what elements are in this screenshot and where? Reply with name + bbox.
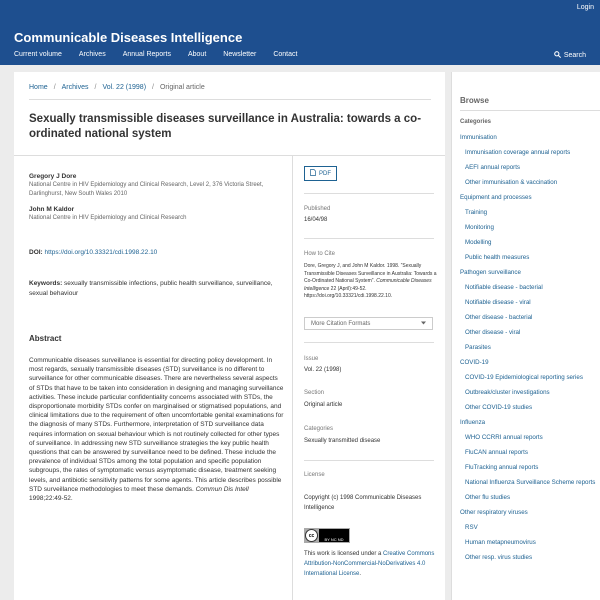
search-label: Search [563, 52, 586, 59]
nav-current-volume[interactable]: Current volume [14, 51, 62, 58]
search-link[interactable] [554, 51, 586, 60]
keywords [29, 279, 284, 299]
license-text [304, 549, 439, 579]
sidebar-subcategory-link[interactable]: Modelling [465, 239, 492, 246]
citation-part: 22 (April):49-52. https://doi.org/10.33321/cdi.1998.22.10. [304, 285, 393, 299]
sidebar-subcategory-link[interactable]: Public health measures [465, 254, 530, 261]
author-name: John M Kaldor [29, 206, 75, 213]
sidebar-subcategory-link[interactable]: Other immunisation & vaccination [465, 179, 558, 186]
sidebar [451, 72, 600, 600]
nav-contact[interactable]: Contact [273, 51, 298, 58]
author-name: Gregory J Dore [29, 173, 77, 180]
how-to-cite-label: How to Cite [304, 251, 336, 257]
sidebar-subcategory-link[interactable]: Training [465, 209, 488, 216]
article-main [14, 72, 445, 600]
abstract-body: Communicable diseases surveillance is essential for directing policy development. In most regards, sexually transmissible diseases (STD) surveillance is no different to surveillance for other communicable diseases. There are nevertheless several aspects of STDs that have to be taken into consideration in designing and managing surveillance activities. These include particular confidentiality concerns associated with STDs, the disproportionate morbidity STDs confer on marginalised or stigmatised populations, and clinical limitations due to the requirement of often uncomfortable genital examinations for the diagnosis of many STDs. Furthermore, interpretation of STD surveillance data requires information on sexual behaviour which is not routinely collected for other types of surveillance. In addressing new STD surveillance strategies the key public health questions that can be answered by surveillance need to be defined. These include the prevalence of individual STDs among the total population and specific population subgroups, the rates of symptomatic versus asymptomatic disease, treatment seeking levels, and antibiotic sensitivity patterns for some agents. This article describes possible STD surveillance methodologies to meet these demands. [29, 357, 284, 493]
issue-link[interactable]: Vol. 22 (1998) [304, 367, 342, 373]
citation-part: Dore, Gregory J, and John M Kaldor. 1998. “Sexually Transmissible Diseases Surveillance in Australia: Towards a Co-Ordinated National System”. [304, 263, 437, 284]
divider [14, 155, 445, 156]
sidebar-category-link[interactable]: Equipment and processes [460, 194, 532, 201]
keywords-value: sexually transmissible infections, public health surveillance, surveillance, sexual behaviour [29, 280, 273, 297]
citation-formats-dropdown[interactable] [304, 317, 433, 330]
category-list [460, 134, 598, 569]
license-link[interactable]: Creative Commons Attribution-NonCommercial-NoDerivatives 4.0 International License [304, 551, 435, 577]
published-label: Published [304, 206, 331, 212]
sidebar-subcategory-link[interactable]: Notifiable disease - bacterial [465, 284, 543, 291]
published-date: 16/04/98 [304, 217, 328, 223]
search-icon [554, 51, 561, 60]
abstract-text [29, 356, 284, 503]
login-link[interactable]: Login [576, 4, 594, 11]
sidebar-subcategory-link[interactable]: Other resp. virus studies [465, 554, 533, 561]
divider [304, 193, 434, 194]
doi-link[interactable]: https://doi.org/10.33321/cdi.1998.22.10 [44, 249, 158, 256]
cc-icon: cc [305, 529, 318, 542]
issue-label: Issue [304, 356, 319, 362]
author-affiliation: National Centre in HIV Epidemiology and Clinical Research, Level 2, 376 Victoria Street, Darlinghurst, New South Wales 2010 [29, 182, 264, 197]
nav-archives[interactable]: Archives [78, 51, 106, 58]
abstract-citation-journal: Commun Dis Intell [195, 485, 249, 493]
sidebar-subcategory-link[interactable]: WHO CCRRI annual reports [465, 434, 543, 441]
section-value: Original article [304, 402, 343, 408]
caret-down-icon [421, 321, 426, 327]
citation-text [304, 263, 439, 301]
sidebar-subcategory-link[interactable]: National Influenza Surveillance Scheme reports [465, 479, 596, 486]
divider [29, 99, 431, 100]
sidebar-subcategory-link[interactable]: FluTracking annual reports [465, 464, 539, 471]
nav-newsletter[interactable]: Newsletter [223, 51, 257, 58]
doi-label: DOI: [29, 249, 43, 256]
sidebar-category-link[interactable]: Immunisation [460, 134, 497, 141]
sidebar-category-link[interactable]: Influenza [460, 419, 486, 426]
author-affiliation: National Centre in HIV Epidemiology and Clinical Research [29, 215, 187, 221]
sidebar-subcategory-link[interactable]: COVID-19 Epidemiological reporting series [465, 374, 583, 381]
divider [460, 110, 600, 111]
sidebar-category-link[interactable]: Other respiratory viruses [460, 509, 528, 516]
article-title: Sexually transmissible diseases surveillance in Australia: towards a co-ordinated national system [29, 113, 422, 140]
pdf-download-button[interactable] [304, 166, 337, 181]
by-nc-nd-icon: BY NC ND [319, 529, 349, 542]
citation-formats-label: More Citation Formats [311, 320, 371, 327]
site-title[interactable]: Communicable Diseases Intelligence [14, 30, 243, 45]
doi [29, 249, 157, 256]
copyright-text: Copyright (c) 1998 Communicable Diseases Intelligence [304, 495, 422, 511]
divider [304, 238, 434, 239]
sidebar-subcategory-link[interactable]: RSV [465, 524, 478, 531]
categories-label: Categories [304, 426, 334, 432]
breadcrumb-archives[interactable]: Archives [61, 84, 89, 91]
nav-annual-reports[interactable]: Annual Reports [122, 51, 171, 58]
sidebar-subcategory-link[interactable]: Human metapneumovirus [465, 539, 536, 546]
license-text-part: This work is licensed under a [304, 551, 384, 557]
abstract-citation-rest: 1998;22:49-52. [29, 495, 73, 503]
license-text-part: . [359, 571, 362, 577]
citation-journal: Communicable Diseases Intelligence [304, 278, 432, 292]
sidebar-category-link[interactable]: Pathogen surveillance [460, 269, 521, 276]
keywords-label: Keywords: [29, 280, 63, 287]
breadcrumb-volume[interactable]: Vol. 22 (1998) [102, 84, 147, 91]
main-nav [14, 51, 314, 58]
abstract-heading: Abstract [29, 334, 62, 343]
breadcrumb-separator: / [53, 84, 56, 91]
cc-license-badge[interactable] [304, 528, 350, 543]
breadcrumb-current: Original article [159, 84, 205, 91]
file-icon [310, 169, 316, 178]
divider [304, 342, 434, 343]
sidebar-subcategory-link[interactable]: Monitoring [465, 224, 494, 231]
breadcrumb-home[interactable]: Home [29, 84, 48, 91]
sidebar-subcategory-link[interactable]: Immunisation coverage annual reports [465, 149, 571, 156]
sidebar-subcategory-link[interactable]: Parasites [465, 344, 491, 351]
breadcrumb [29, 84, 205, 91]
section-label: Section [304, 390, 325, 396]
sidebar-categories-label: Categories [460, 119, 492, 125]
nav-about[interactable]: About [187, 51, 207, 58]
sidebar-subcategory-link[interactable]: Other flu studies [465, 494, 511, 501]
column-divider [292, 155, 293, 600]
sidebar-subcategory-link[interactable]: AEFI annual reports [465, 164, 521, 171]
breadcrumb-separator: / [94, 84, 97, 91]
sidebar-subcategory-link[interactable]: Outbreak/cluster investigations [465, 389, 550, 396]
category-link[interactable]: Sexually transmitted disease [304, 438, 381, 444]
sidebar-subcategory-link[interactable]: Other COVID-19 studies [465, 404, 533, 411]
sidebar-heading: Browse [460, 96, 489, 105]
site-header [0, 0, 600, 65]
sidebar-subcategory-link[interactable]: Notifiable disease - viral [465, 299, 531, 306]
sidebar-subcategory-link[interactable]: Other disease - viral [465, 329, 521, 336]
breadcrumb-separator: / [152, 84, 154, 91]
author-list [29, 172, 284, 223]
sidebar-subcategory-link[interactable]: FluCAN annual reports [465, 449, 528, 456]
divider [304, 460, 434, 461]
license-label: License [304, 472, 325, 478]
sidebar-category-link[interactable]: COVID-19 [460, 359, 489, 366]
pdf-label: PDF [319, 170, 331, 177]
sidebar-subcategory-link[interactable]: Other disease - bacterial [465, 314, 533, 321]
